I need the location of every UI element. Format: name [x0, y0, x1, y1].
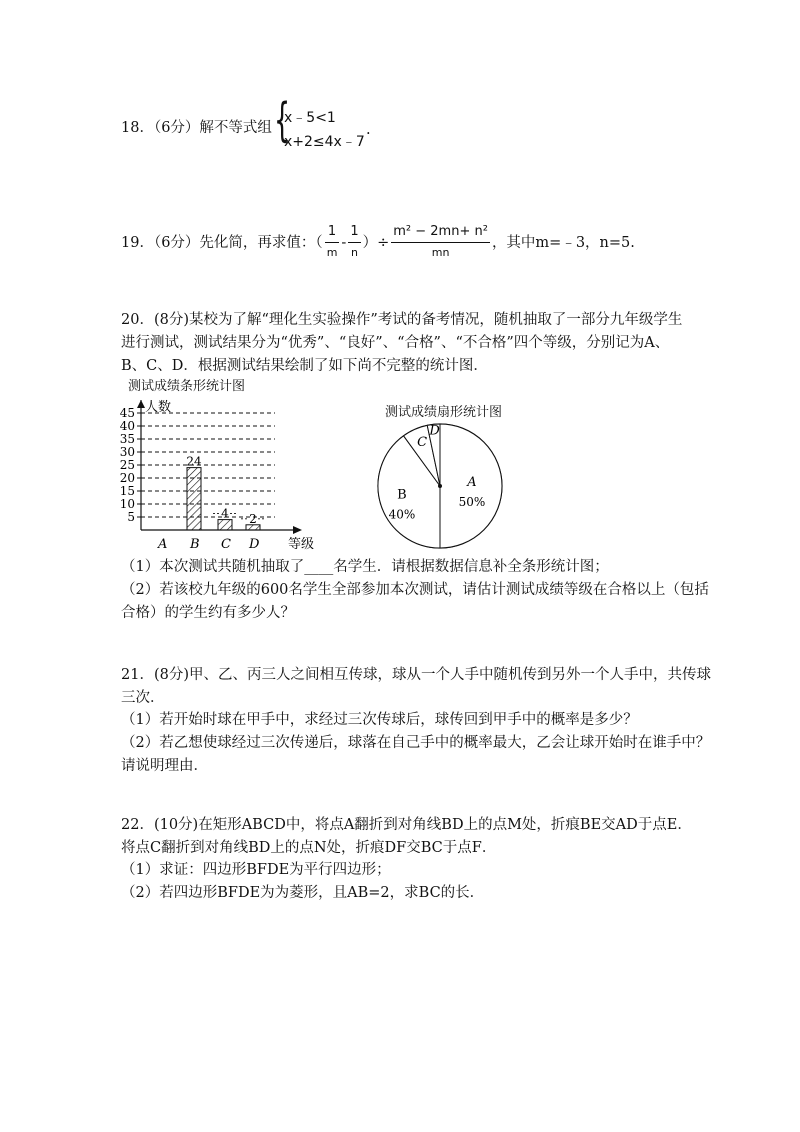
- y-tick-label: 45: [119, 406, 135, 420]
- data-label-D: 2: [249, 511, 257, 526]
- pie-center-dot: [438, 484, 442, 488]
- q19-line: [121, 222, 635, 263]
- inequality-system: [274, 93, 394, 153]
- y-tick-label: 40: [119, 419, 135, 433]
- bar-B: [187, 468, 201, 530]
- bar-C: [218, 520, 232, 530]
- fraction-polynomial: $\frac{\text{m² − 2mn+ n²}}{mn}$: [391, 222, 490, 263]
- fraction-1-over-n: $\frac{1}{n}$: [348, 222, 360, 263]
- minus-sign: -: [341, 234, 347, 251]
- q19-label: 19．（6分）先化简，再求值：（: [121, 234, 323, 251]
- y-tick-label: 10: [119, 497, 135, 511]
- inequality-1: x﹣5<1: [284, 110, 336, 126]
- fraction-1-over-m: $\frac{1}{m}$: [325, 222, 340, 263]
- data-label-C: 4: [221, 506, 229, 521]
- y-tick-label: 5: [127, 510, 135, 524]
- q22-line2: 将点C翻折到对角线BD上的点N处，折痕DF交BC于点F．: [121, 840, 497, 856]
- q18-label: 18．（6分）解不等式组: [121, 120, 272, 136]
- q22-sub1: （1）求证：四边形BFDE为平行四边形；: [121, 862, 391, 878]
- q22-sub2: （2）若四边形BFDE为为菱形，且AB=2，求BC的长．: [121, 885, 485, 901]
- q21-line2: 三次．: [121, 690, 165, 706]
- slice-percent-B: 40%: [388, 507, 416, 522]
- slice-label-C: C: [417, 434, 428, 450]
- pie-chart-title: 测试成绩扇形统计图: [385, 405, 503, 420]
- close-paren-divide: ）÷: [362, 234, 390, 251]
- y-axis-arrow: [137, 400, 145, 408]
- q20-sub2a: （2）若该校九年级的600名学生全部参加本次测试，请估计测试成绩等级在合格以上（包括: [121, 582, 709, 598]
- y-tick-label: 20: [119, 471, 135, 485]
- data-label-B: 24: [186, 454, 202, 469]
- q18-period: .: [366, 122, 371, 138]
- x-tick-label-D: D: [249, 537, 260, 552]
- slice-percent-A: 50%: [458, 495, 486, 509]
- bar-chart: [110, 392, 330, 557]
- y-axis-label: 人数: [145, 400, 172, 415]
- brace-symbol: {: [274, 93, 291, 147]
- x-tick-label-A: A: [158, 537, 168, 552]
- x-tick-label-B: B: [190, 537, 200, 552]
- x-tick-label-C: C: [221, 537, 231, 552]
- q21-sub2a: （2）若乙想使球经过三次传递后，球落在自己手中的概率最大，乙会让球开始时在谁手中？: [121, 735, 711, 751]
- bar-chart-title: 测试成绩条形统计图: [128, 379, 246, 394]
- q21-sub2b: 请说明理由．: [121, 758, 208, 774]
- q21-line1: 21．(8分)甲、乙、丙三人之间相互传球，球从一个人手中随机传到另外一个人手中，共传球: [121, 667, 711, 683]
- inequality-2: x+2≤4x﹣7: [284, 134, 365, 150]
- slice-label-D: D: [429, 423, 440, 439]
- x-axis-arrow: [293, 526, 302, 534]
- q22-line1: 22．(10分)在矩形ABCD中，将点A翻折到对角线BD上的点M处，折痕BE交AD于点E．: [121, 817, 692, 833]
- q19-tail: ，其中m=﹣3，n=5.: [491, 234, 635, 251]
- q20-line3: B、C、D．根据测试结果绘制了如下尚不完整的统计图．: [121, 358, 488, 374]
- q20-line1: 20．(8分)某校为了解“理化生实验操作”考试的备考情况，随机抽取了一部分九年级学生: [121, 312, 683, 328]
- x-axis-label: 等级: [288, 537, 315, 552]
- y-tick-label: 35: [119, 432, 135, 446]
- slice-label-B: B: [397, 487, 407, 503]
- q20-sub2b: 合格）的学生约有多少人？: [121, 605, 295, 621]
- q20-line2: 进行测试，测试结果分为“优秀”、“良好”、“合格”、“不合格”四个等级，分别记为A、: [121, 335, 670, 351]
- y-tick-label: 25: [119, 458, 135, 472]
- q21-sub1: （1）若开始时球在甲手中，求经过三次传球后，球传回到甲手中的概率是多少？: [121, 712, 638, 728]
- pie-chart: [370, 418, 520, 558]
- q20-sub1: （1）本次测试共随机抽取了____名学生．请根据数据信息补全条形统计图；: [121, 559, 609, 575]
- slice-label-A: A: [467, 475, 477, 490]
- y-tick-label: 15: [119, 484, 135, 498]
- y-tick-label: 30: [119, 445, 135, 459]
